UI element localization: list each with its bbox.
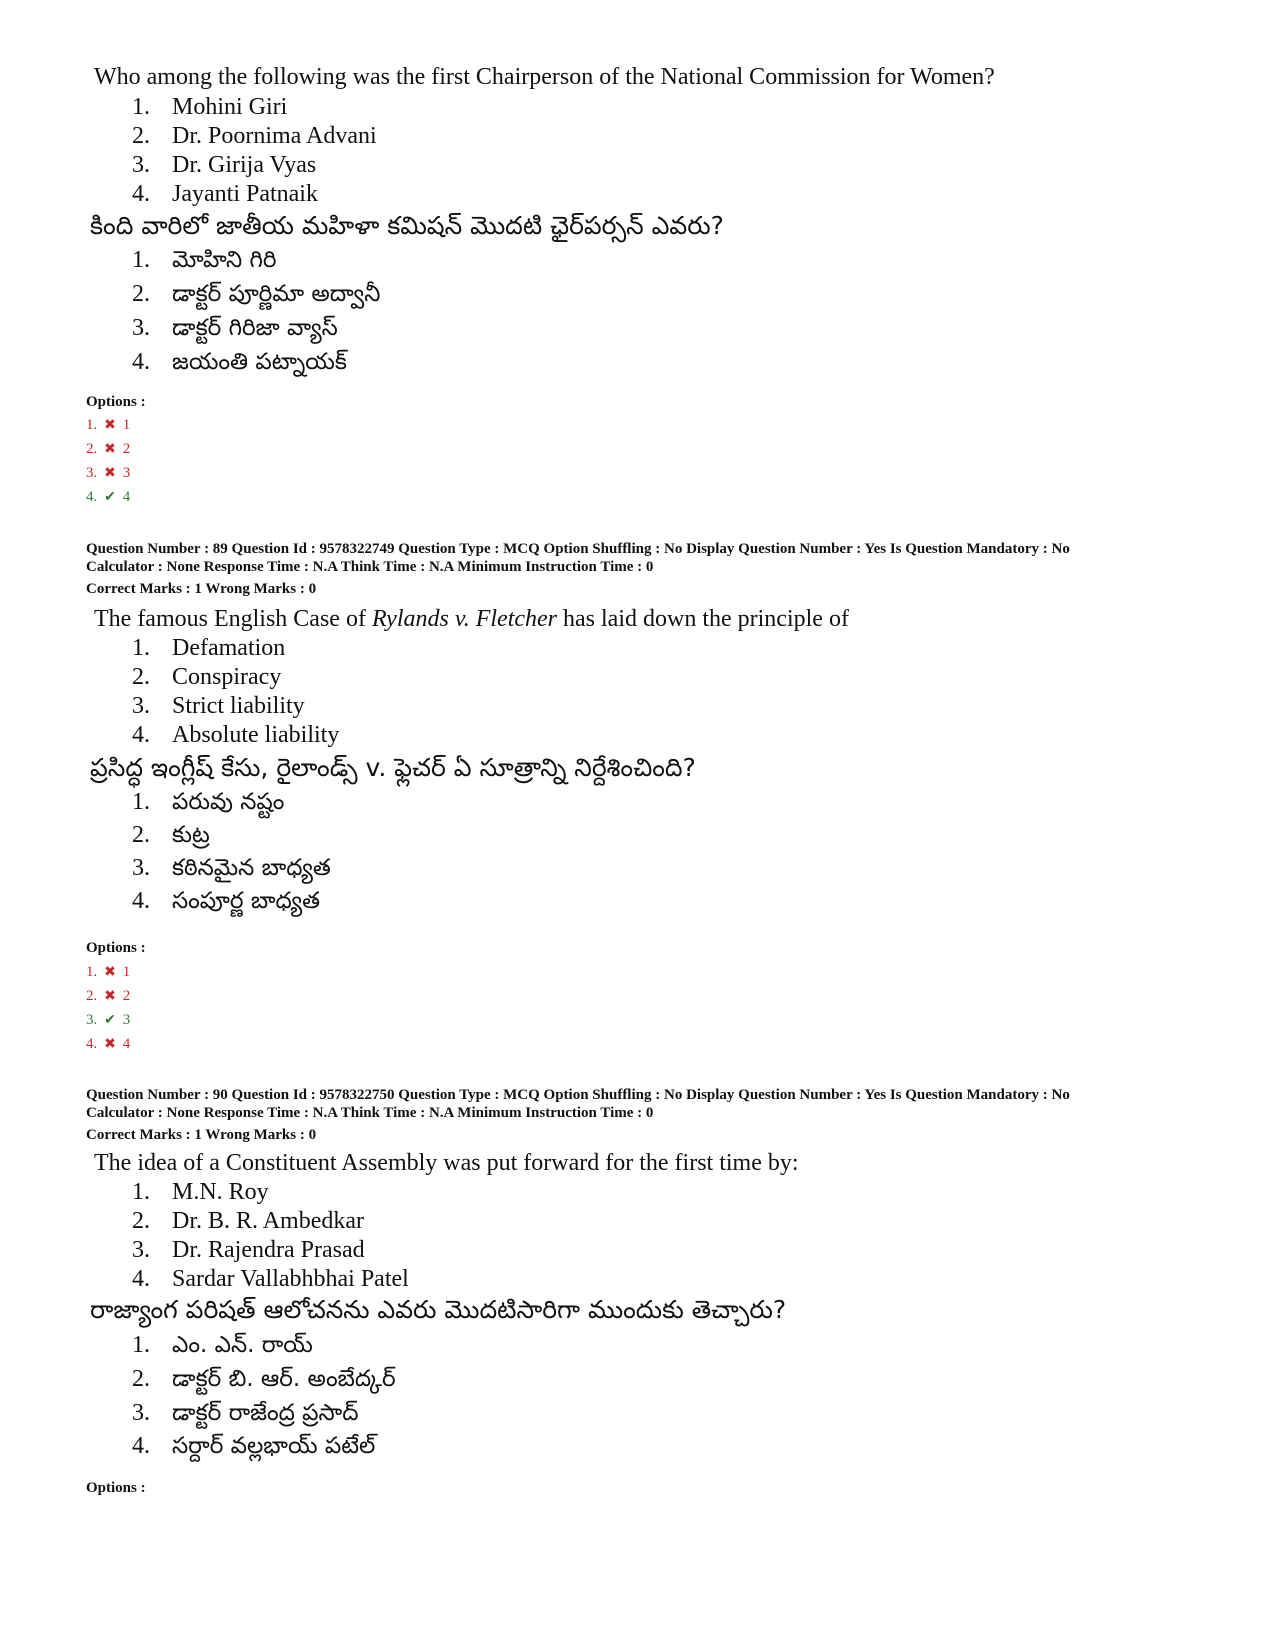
question-90-english-text: The idea of a Constituent Assembly was put forward for the first time by: xyxy=(94,1150,799,1176)
question-90-meta-line-2: Calculator : None Response Time : N.A Think Time : N.A Minimum Instruction Time : 0 xyxy=(86,1105,654,1121)
question-90-english-choice-3: 3. Dr. Rajendra Prasad xyxy=(132,1237,365,1263)
question-89-english-choice-1: 1. Defamation xyxy=(132,635,286,661)
question-90-telugu-choice-4: 4. సర్దార్ వల్లభాయ్ పటేల్ xyxy=(132,1433,376,1459)
question-89-telugu-choice-3: 3. కఠినమైన బాధ్యత xyxy=(132,855,331,881)
question-88-telugu-choice-4: 4. జయంతి పట్నాయక్ xyxy=(132,349,347,375)
question-88-options-label: Options : xyxy=(86,394,146,410)
question-90-options-label: Options : xyxy=(86,1480,146,1496)
question-89-option-4: 4. ✖ 4 xyxy=(86,1036,131,1052)
question-88-option-2: 2. ✖ 2 xyxy=(86,441,131,457)
question-89-option-2: 2. ✖ 2 xyxy=(86,988,131,1004)
question-89-meta-line-2: Calculator : None Response Time : N.A Think Time : N.A Minimum Instruction Time : 0 xyxy=(86,559,654,575)
check-icon: ✔ xyxy=(104,490,116,505)
question-90-meta-line-1: Question Number : 90 Question Id : 9578322750 Question Type : MCQ Option Shuffling : No Display Question Number : Yes Is Question Mandatory : No xyxy=(86,1087,1070,1103)
question-90-telugu-choice-3: 3. డాక్టర్ రాజేంద్ర ప్రసాద్ xyxy=(132,1400,359,1426)
question-90-telugu-choice-1: 1. ఎం. ఎన్. రాయ్ xyxy=(132,1332,313,1358)
question-89-telugu-choice-4: 4. సంపూర్ణ బాధ్యత xyxy=(132,888,321,914)
question-88-english-choice-3: 3. Dr. Girija Vyas xyxy=(132,152,317,178)
question-88-english-text: Who among the following was the first Chairperson of the National Commission for Women? xyxy=(94,64,995,90)
question-90-english-choice-1: 1. M.N. Roy xyxy=(132,1179,269,1205)
question-89-telugu-choice-2: 2. కుట్ర xyxy=(132,822,210,848)
question-88-english-choice-1: 1. Mohini Giri xyxy=(132,94,288,120)
question-89-option-3: 3. ✔ 3 xyxy=(86,1012,131,1028)
question-89-telugu-choice-1: 1. పరువు నష్టం xyxy=(132,789,285,815)
question-89-english-choice-3: 3. Strict liability xyxy=(132,693,305,719)
question-88-english-choice-2: 2. Dr. Poornima Advani xyxy=(132,123,377,149)
cross-icon: ✖ xyxy=(104,1037,116,1052)
cross-icon: ✖ xyxy=(104,466,116,481)
question-88-option-3: 3. ✖ 3 xyxy=(86,465,131,481)
check-icon: ✔ xyxy=(104,1013,116,1028)
question-88-telugu-text: కింది వారిలో జాతీయ మహిళా కమిషన్ మొదటి ఛైర్‌పర్సన్ ఎవరు? xyxy=(90,211,724,240)
question-88-telugu-choice-3: 3. డాక్టర్ గిరిజా వ్యాస్ xyxy=(132,315,338,341)
question-89-english-choice-4: 4. Absolute liability xyxy=(132,722,340,748)
question-88-option-4: 4. ✔ 4 xyxy=(86,489,131,505)
question-89-english-choice-2: 2. Conspiracy xyxy=(132,664,282,690)
question-90-english-choice-4: 4. Sardar Vallabhbhai Patel xyxy=(132,1266,409,1292)
question-89-option-1: 1. ✖ 1 xyxy=(86,964,131,980)
question-88-english-choice-4: 4. Jayanti Patnaik xyxy=(132,181,318,207)
question-90-telugu-choice-2: 2. డాక్టర్ బి. ఆర్. అంబేద్కర్ xyxy=(132,1366,396,1392)
question-88-telugu-choice-1: 1. మోహిని గిరి xyxy=(132,247,277,273)
cross-icon: ✖ xyxy=(104,965,116,980)
question-89-options-label: Options : xyxy=(86,940,146,956)
question-88-telugu-choice-2: 2. డాక్టర్ పూర్ణిమా అద్వానీ xyxy=(132,281,381,307)
question-90-marks: Correct Marks : 1 Wrong Marks : 0 xyxy=(86,1127,317,1143)
question-89-telugu-text: ప్రసిద్ధ ఇంగ్లీష్ కేసు, రైలాండ్స్ v. ఫ్లెచర్ ఏ సూత్రాన్ని నిర్దేశించింది? xyxy=(90,753,696,782)
cross-icon: ✖ xyxy=(104,989,116,1004)
question-89-meta-line-1: Question Number : 89 Question Id : 9578322749 Question Type : MCQ Option Shuffling : No Display Question Number : Yes Is Question Mandatory : No xyxy=(86,541,1070,557)
question-90-english-choice-2: 2. Dr. B. R. Ambedkar xyxy=(132,1208,364,1234)
cross-icon: ✖ xyxy=(104,418,116,433)
cross-icon: ✖ xyxy=(104,442,116,457)
question-89-marks: Correct Marks : 1 Wrong Marks : 0 xyxy=(86,581,317,597)
question-89-english-text: The famous English Case of Rylands v. Fletcher has laid down the principle of xyxy=(94,606,849,632)
question-88-option-1: 1. ✖ 1 xyxy=(86,417,131,433)
question-90-telugu-text: రాజ్యాంగ పరిషత్ ఆలోచనను ఎవరు మొదటిసారిగా ముందుకు తెచ్చారు? xyxy=(90,1295,787,1324)
